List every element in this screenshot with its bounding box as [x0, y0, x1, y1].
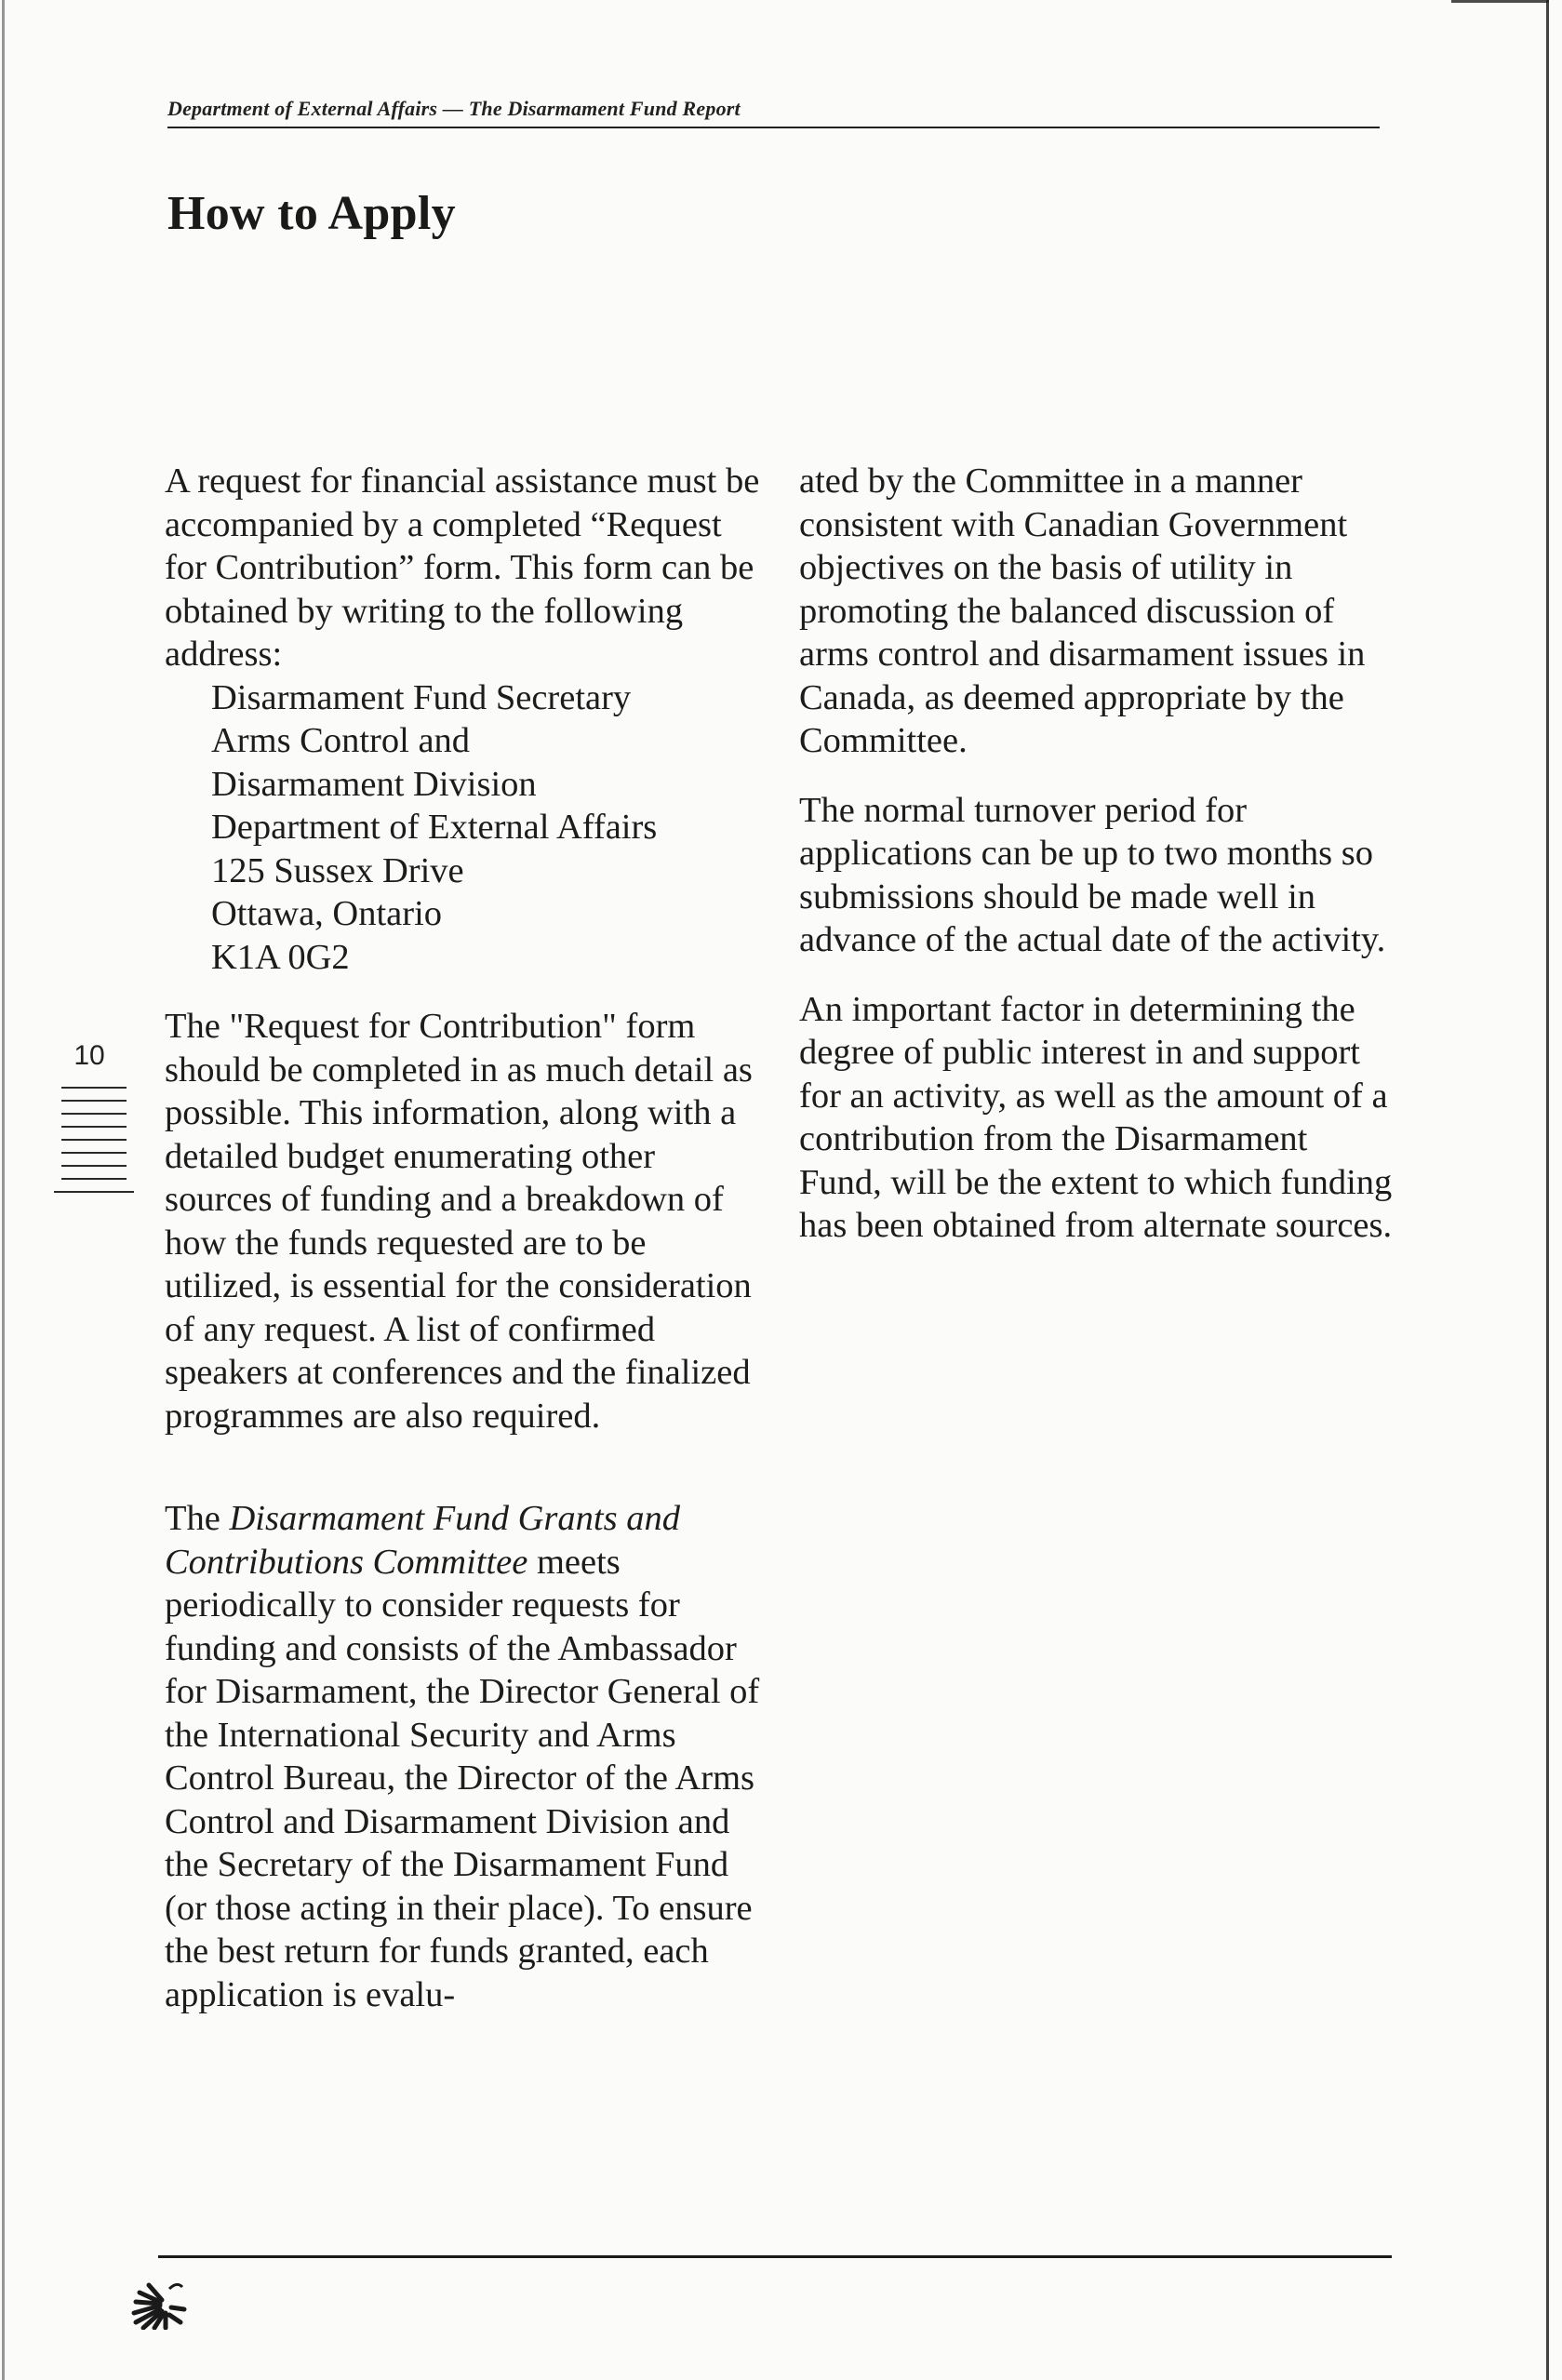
address-line: Ottawa, Ontario	[211, 894, 443, 933]
scan-edge-right	[1546, 0, 1549, 2380]
committee-paragraph-rest: meets periodically to consider requests for funding and consists of the Ambassador for Disarmament, the Director General of the International Security and Arms Control Bureau, the Director of the Arms Control and Disarmament Division and the Secretary of the Disarmament Fund (or those acting in their place). To ensure the best return for funds granted, each application is evalu-	[165, 1542, 760, 2014]
address-line: Disarmament Division	[211, 764, 537, 804]
scan-edge-top	[1451, 0, 1549, 3]
form-details-paragraph: The "Request for Contribution" form should be completed in as much detail as possible. This information, along with a detailed budget enumerating other sources of funding and a breakdown of how the funds requested are to be utilized, is essential for the consideration of any request. A list of confirmed speakers at conferences and the finalized programmes are also required.	[165, 1007, 753, 1436]
address-line: Disarmament Fund Secretary	[211, 677, 632, 717]
page-title: How to Apply	[167, 187, 456, 240]
running-head: Department of External Affairs — The Disarmament Fund Report	[167, 97, 741, 120]
funding-factor-paragraph: An important factor in determining the degree of public interest in and support for an activity, as well as the amount of a contribution from the Disarmament Fund, will be the extent to which funding has been obtained from alternate sources.	[799, 989, 1393, 1245]
intro-paragraph: A request for financial assistance must be accompanied by a completed “Request for Contribution” form. This form can be obtained by writing to the following address:	[165, 461, 760, 674]
address-line: K1A 0G2	[211, 937, 350, 977]
evaluation-paragraph: ated by the Committee in a manner consistent with Canadian Government objectives on the basis of utility in promoting the balanced discussion of arms control and disarmament issues in Canada, as deemed appropriate by the Committee.	[799, 461, 1366, 760]
address-line: 125 Sussex Drive	[211, 850, 464, 890]
committee-paragraph	[165, 1497, 760, 2016]
right-column	[799, 460, 1395, 1248]
committee-name: Disarmament Fund Grants and Contributions Committee	[165, 1499, 680, 1582]
turnover-paragraph: The normal turnover period for applications can be up to two months so submissions should be made well in advance of the actual date of the activity.	[799, 790, 1386, 959]
address-line: Arms Control and	[211, 721, 471, 760]
header-rule	[167, 127, 1380, 128]
scan-edge-left	[2, 0, 5, 2380]
left-column	[165, 460, 760, 2016]
sun-emblem-icon	[128, 2274, 190, 2330]
address-line: Department of External Affairs	[211, 808, 658, 847]
page-number: 10	[73, 1040, 105, 1071]
margin-tick-marks	[54, 1087, 134, 1204]
footer-rule	[158, 2255, 1392, 2258]
committee-paragraph-start: The	[165, 1499, 230, 1538]
